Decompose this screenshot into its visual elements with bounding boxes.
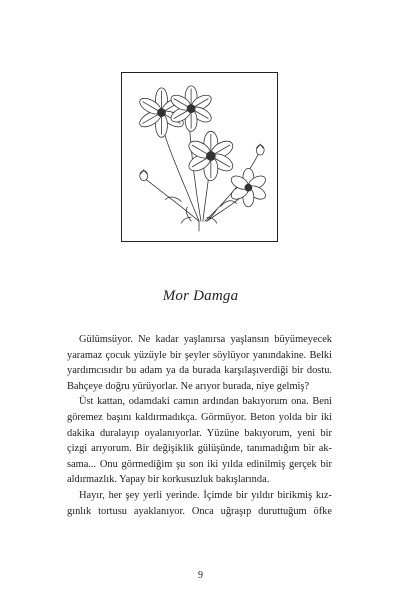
flower-illustration <box>121 72 278 242</box>
text-line: yaramaz çocuk yüzüyle bir şeyler söylüyor yanındakine. Belki <box>67 349 332 361</box>
text-line: Üst kattan, odamdaki camın ardından bakıyorum ona. Beni <box>79 396 332 408</box>
text-line: Gülümsüyor. Ne kadar yaşlanırsa yaşlansın büyümeyecek <box>79 334 332 345</box>
text-line: dakika duralayıp oyalanıyorlar. Yüzüne bakıyorum, yeni bir <box>67 427 332 439</box>
chapter-title: Mor Damga <box>162 288 239 304</box>
text-line: göremez başını kaldırmadıkça. Görmüyor. Beton yolda bir iki <box>67 411 332 423</box>
text-line: çizgi arıyorum. Bir değişiklik gülüşünde, tanımadığım bir ak- <box>67 443 332 455</box>
page-number: 9 <box>198 570 203 581</box>
text-line: yardımcısıdır bu adam ya da burada karşılaşıverdiği bir dostu. <box>67 365 332 377</box>
text-line: sama... Onu görmediğim şu son iki yılda edinilmiş gerçek bir <box>67 458 332 470</box>
text-line: aldırmazlık. Yapay bir korkusuzluk bakışlarında. <box>67 474 270 486</box>
text-line: Bahçeye doğru yürüyorlar. Ne arıyor burada, niye gelmiş? <box>67 380 310 392</box>
text-line: gınlık tortusu ayaklanıyor. Onca uğraşıp duruttuğum öfke <box>67 505 332 517</box>
cosmos-flowers-icon <box>122 73 277 241</box>
body-text <box>67 332 332 519</box>
text-line: Hayır, her şey yerli yerinde. İçimde bir yıldır birikmiş kız- <box>79 489 332 501</box>
